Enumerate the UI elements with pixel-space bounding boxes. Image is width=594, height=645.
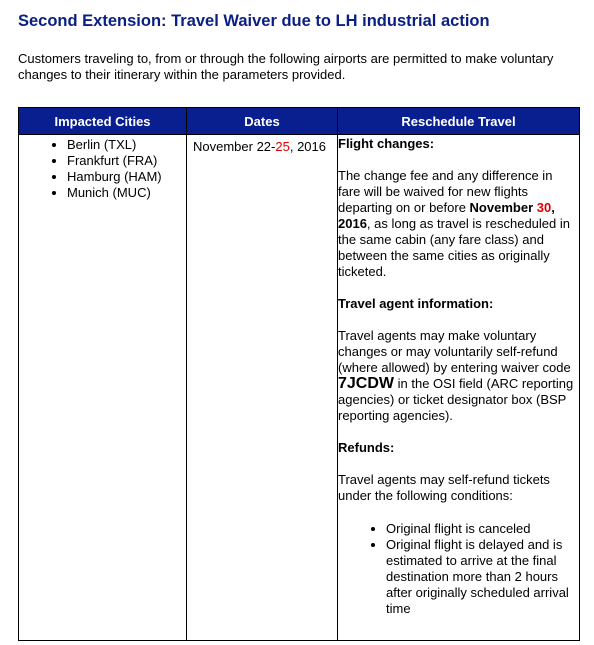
refunds-paragraph: Travel agents may self-refund tickets under the following conditions: (338, 472, 550, 503)
header-dates: Dates (187, 108, 338, 135)
table-row (19, 135, 580, 641)
condition-delayed: • Original flight is delayed and is estimated to arrive at the final destination more than 2 hours after originally scheduled arrival time (386, 537, 577, 617)
condition-canceled: • Original flight is canceled (386, 521, 577, 537)
header-impacted-cities: Impacted Cities (19, 108, 187, 135)
dates-text (187, 135, 337, 155)
flight-changes-heading: Flight changes: (338, 136, 435, 151)
flight-changes-date-comma: , (551, 200, 555, 215)
reschedule-cell (338, 135, 580, 641)
city-list (19, 137, 186, 201)
city-item-frankfurt: • Frankfurt (FRA) (67, 153, 186, 169)
refund-conditions-list (338, 521, 577, 617)
agent-text-1: Travel agents may make voluntary changes or may voluntarily self-refund (where allowed) by entering waiver code (338, 328, 571, 375)
dates-prefix: November 22- (193, 139, 276, 154)
intro-paragraph: Customers traveling to, from or through the following airports are permitted to make voluntary changes to their itinerary within the parameters provided. (18, 51, 554, 82)
agent-text-2: in the OSI field (ARC reporting agencies) or ticket designator box (BSP reporting agencies). (338, 376, 574, 423)
flight-changes-date-month: November (469, 200, 537, 215)
agent-info-paragraph (338, 328, 577, 424)
flight-changes-date-year: 2016 (338, 216, 367, 231)
flight-changes-text-1: The change fee and any difference in fare will be waived for new flights departing on or before (338, 168, 553, 215)
waiver-code: 7JCDW (338, 375, 395, 392)
dates-highlight: 25 (275, 139, 290, 154)
header-reschedule-travel: Reschedule Travel (338, 108, 580, 135)
flight-changes-paragraph (338, 168, 577, 280)
city-item-munich: • Munich (MUC) (67, 185, 186, 201)
waiver-table (18, 107, 580, 641)
flight-changes-date-day: 30 (536, 200, 552, 215)
dates-cell (187, 135, 338, 641)
city-item-berlin: • Berlin (TXL) (67, 137, 186, 153)
refunds-heading: Refunds: (338, 440, 395, 455)
reschedule-content (338, 136, 579, 640)
flight-changes-text-2: , as long as travel is rescheduled in the same cabin (any fare class) and between the same cities as originally ticketed. (338, 216, 570, 279)
city-item-hamburg: • Hamburg (HAM) (67, 169, 186, 185)
agent-info-heading: Travel agent information: (338, 296, 494, 311)
dates-suffix: , 2016 (289, 139, 326, 154)
page-title: Second Extension: Travel Waiver due to LH industrial action (18, 12, 490, 30)
cities-cell (19, 135, 187, 641)
table-header-row (19, 108, 580, 135)
